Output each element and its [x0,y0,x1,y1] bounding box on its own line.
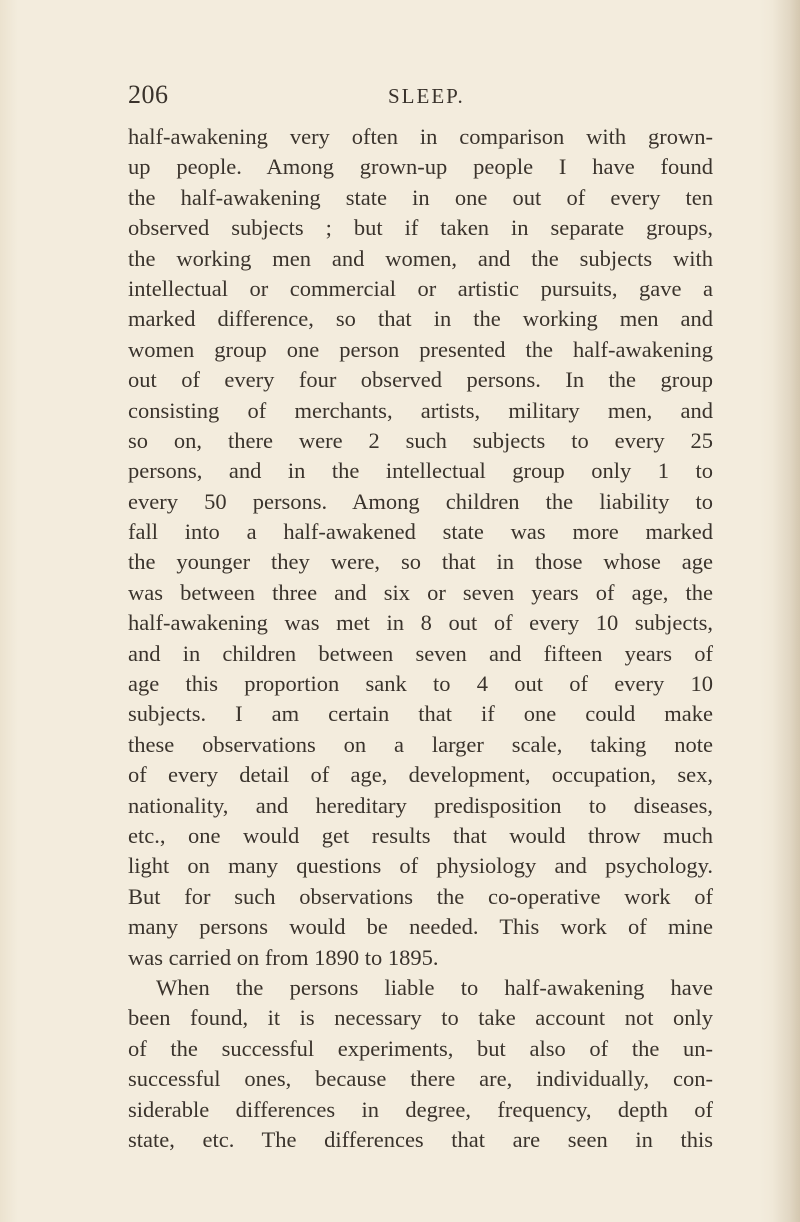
text-line: etc., one would get results that would throw much [128,822,713,848]
text-line: every 50 persons. Among children the liability to [128,488,713,514]
page-header [128,80,708,116]
text-line: successful ones, because there are, individually, con- [128,1066,713,1092]
text-line: the working men and women, and the subjects with [128,245,713,271]
text-line: When the persons liable to half-awakening have [156,974,713,1000]
text-line: siderable differences in degree, frequency, depth of [128,1096,713,1122]
text-line: was between three and six or seven years of age, the [128,579,713,605]
text-line: and in children between seven and fifteen years of [128,640,713,666]
text-line: of every detail of age, development, occupation, sex, [128,762,713,788]
text-line: subjects. I am certain that if one could make [128,701,713,727]
text-line: light on many questions of physiology and psychology. [128,853,713,879]
text-line: of the successful experiments, but also of the un- [128,1035,713,1061]
text-line: many persons would be needed. This work of mine [128,914,713,940]
text-line: the younger they were, so that in those whose age [128,549,713,575]
page-number: 206 [128,80,169,109]
page-gutter-shadow [772,0,800,1222]
text-line: consisting of merchants, artists, military men, and [128,397,713,423]
text-line: half-awakening was met in 8 out of every 10 subjects, [128,610,713,636]
text-line: observed subjects ; but if taken in separate groups, [128,215,713,241]
text-line: fall into a half-awakened state was more marked [128,519,713,545]
text-line: age this proportion sank to 4 out of every 10 [128,671,713,697]
text-line: marked difference, so that in the working men and [128,306,713,332]
text-line: the half-awakening state in one out of every ten [128,184,713,210]
text-line: persons, and in the intellectual group only 1 to [128,458,713,484]
running-head: SLEEP. [388,84,465,108]
body-text [128,122,713,1155]
text-line: But for such observations the co-operative work of [128,883,713,909]
text-line: so on, there were 2 such subjects to every 25 [128,427,713,453]
text-line: women group one person presented the half-awakening [128,336,713,362]
text-line: was carried on from 1890 to 1895. [128,944,439,970]
text-line: up people. Among grown-up people I have found [128,154,713,180]
text-line: half-awakening very often in comparison with grown- [128,124,713,149]
text-line: intellectual or commercial or artistic pursuits, gave a [128,275,713,301]
text-line: out of every four observed persons. In the group [128,367,713,393]
text-line: been found, it is necessary to take account not only [128,1005,713,1031]
text-line: these observations on a larger scale, taking note [128,731,713,757]
text-line: state, etc. The differences that are seen in this [128,1126,713,1152]
text-line: nationality, and hereditary predisposition to diseases, [128,792,713,818]
